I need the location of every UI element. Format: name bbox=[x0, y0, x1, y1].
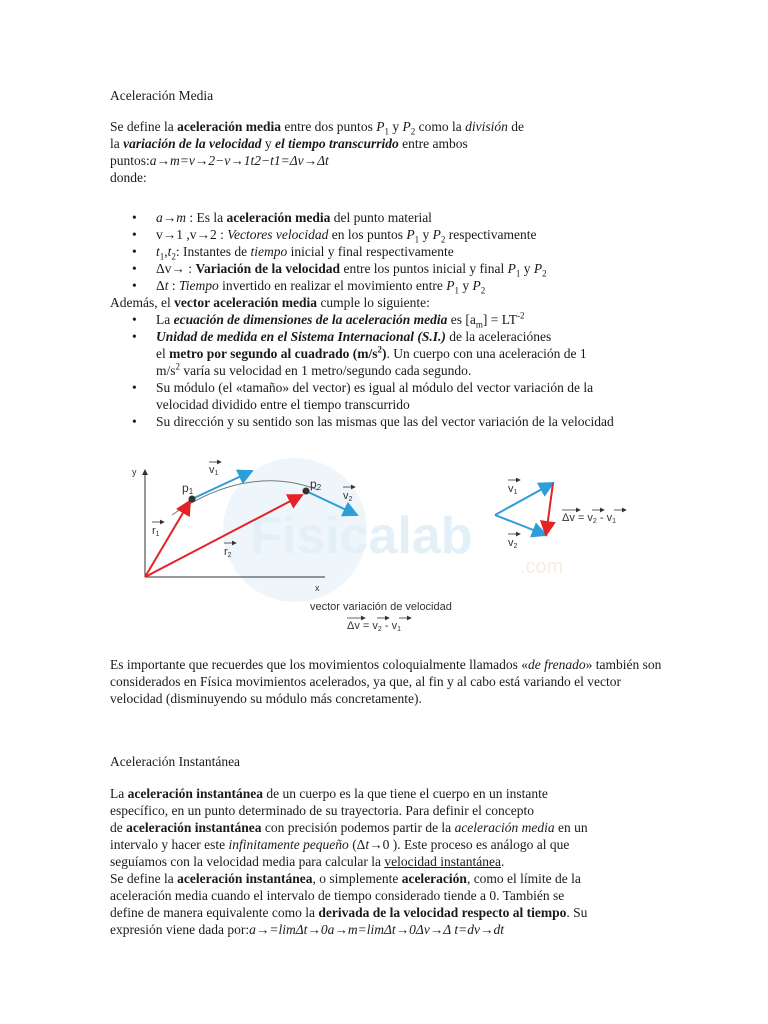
svg-text:v2: v2 bbox=[343, 490, 353, 503]
r1-label bbox=[152, 522, 164, 538]
list-item: • La ecuación de dimensiones de la aceleración media es $[a_m] = LT^{-2}$ bbox=[110, 311, 670, 328]
point-p1 bbox=[189, 496, 196, 503]
intro-line: puntos:a→m=v→2−v→1t2−t1=Δv→Δt bbox=[110, 153, 329, 168]
p2-label: p2 bbox=[310, 477, 322, 492]
velocity-diagram bbox=[110, 455, 670, 635]
braking-note: Es importante que recuerdes que los movimientos coloquialmente llamados «de frenado» también son considerados en Física movimientos acelerados, ya que, al fin y al cabo está variando el vector velocidad (disminuyendo su módulo más concretamente). bbox=[110, 657, 662, 706]
list-item: • Δv→ : Variación de la velocidad entre los puntos inicial y final $P_1$ y $P_2$ bbox=[110, 260, 670, 277]
list-item: • Δt : Tiempo invertido en realizar el movimiento entre $P_1$ y $P_2$ bbox=[110, 277, 670, 294]
intro-line: donde: bbox=[110, 170, 147, 185]
list-item: • Su módulo (el «tamaño» del vector) es igual al módulo del vector variación de la velocidad dividido entre el tiempo transcurrido bbox=[110, 379, 670, 413]
point-p2 bbox=[303, 488, 310, 495]
v1-label bbox=[209, 462, 221, 477]
caption-equation bbox=[347, 618, 411, 633]
triangle-v2 bbox=[495, 515, 546, 535]
instantaneous-paragraph: La aceleración instantánea de un cuerpo es la que tiene el cuerpo en un instante específico, en un punto determinado de su trayectoria. Para definir el concepto de aceleración instantánea con precisión podemos partir de la aceleración media en un intervalo y hacer este infinitamente pequeño (Δt→0 ). Este proceso es análogo al que seguíamos con la velocidad media para calcular la velocidad instantánea. bbox=[110, 786, 588, 869]
svg-text:Δv = v2 - v1: Δv = v2 - v1 bbox=[347, 620, 401, 633]
definitions-list bbox=[110, 209, 670, 294]
y-axis-label: y bbox=[132, 467, 137, 477]
list-item: • $t_1,t_2$: Instantes de tiempo inicial y final respectivamente bbox=[110, 243, 670, 260]
section-heading-instantanea: Aceleración Instantánea bbox=[110, 754, 241, 769]
triangle-v1 bbox=[495, 483, 553, 515]
list-item: • Su dirección y su sentido son las mismas que las del vector variación de la velocidad bbox=[110, 413, 670, 430]
intro-paragraph bbox=[110, 118, 670, 186]
section-heading-media: Aceleración Media bbox=[110, 88, 214, 103]
figure-caption: vector variación de velocidad bbox=[310, 601, 452, 613]
list-item: • v→1 ,v→2 : Vectores velocidad en los puntos $P_1$ y $P_2$ respectivamente bbox=[110, 226, 670, 243]
intro-line: la variación de la velocidad y el tiempo transcurrido entre ambos bbox=[110, 136, 468, 151]
p1-label: p1 bbox=[182, 481, 194, 496]
svg-text:v1: v1 bbox=[209, 464, 219, 477]
ademas-line: Además, el vector aceleración media cumple lo siguiente: bbox=[110, 295, 430, 310]
triangle-delta-v bbox=[546, 483, 553, 535]
triangle-v2-label bbox=[508, 534, 520, 550]
watermark-text: Fisicalab bbox=[250, 507, 473, 565]
list-item: • a→m : Es la aceleración media del punto material bbox=[110, 209, 670, 226]
svg-text:r1: r1 bbox=[152, 525, 160, 538]
watermark-suffix: .com bbox=[520, 556, 564, 578]
triangle-equation bbox=[562, 510, 626, 525]
svg-text:Δv = v2 - v1: Δv = v2 - v1 bbox=[562, 512, 616, 525]
intro-line: Se define la aceleración media entre dos puntos $P_1$ y $P_2$ como la división de bbox=[110, 119, 524, 137]
x-axis-label: x bbox=[315, 583, 320, 593]
properties-list bbox=[110, 311, 670, 430]
triangle-v1-label bbox=[508, 480, 520, 496]
definition-paragraph: Se define la aceleración instantánea, o simplemente aceleración, como el límite de la aceleración media cuando el intervalo de tiempo considerado tiende a 0. También se define de manera equivalente como la derivada de la velocidad respecto al tiempo. Su expresión viene dada por:a→=limΔt→0a→m=limΔt→0Δv→Δ t=dv→dt bbox=[110, 871, 588, 937]
list-item: • Unidad de medida en el Sistema Internacional (S.I.) de la aceleraciónes el metro por segundo al cuadrado $(m/s^2)$. Un cuerpo con una aceleración de 1 $m/s^2$ varía su velocidad en 1 metro/segundo cada segundo. bbox=[110, 328, 670, 379]
svg-text:r2: r2 bbox=[224, 546, 232, 559]
svg-text:v1: v1 bbox=[508, 483, 518, 496]
svg-text:v2: v2 bbox=[508, 537, 518, 550]
